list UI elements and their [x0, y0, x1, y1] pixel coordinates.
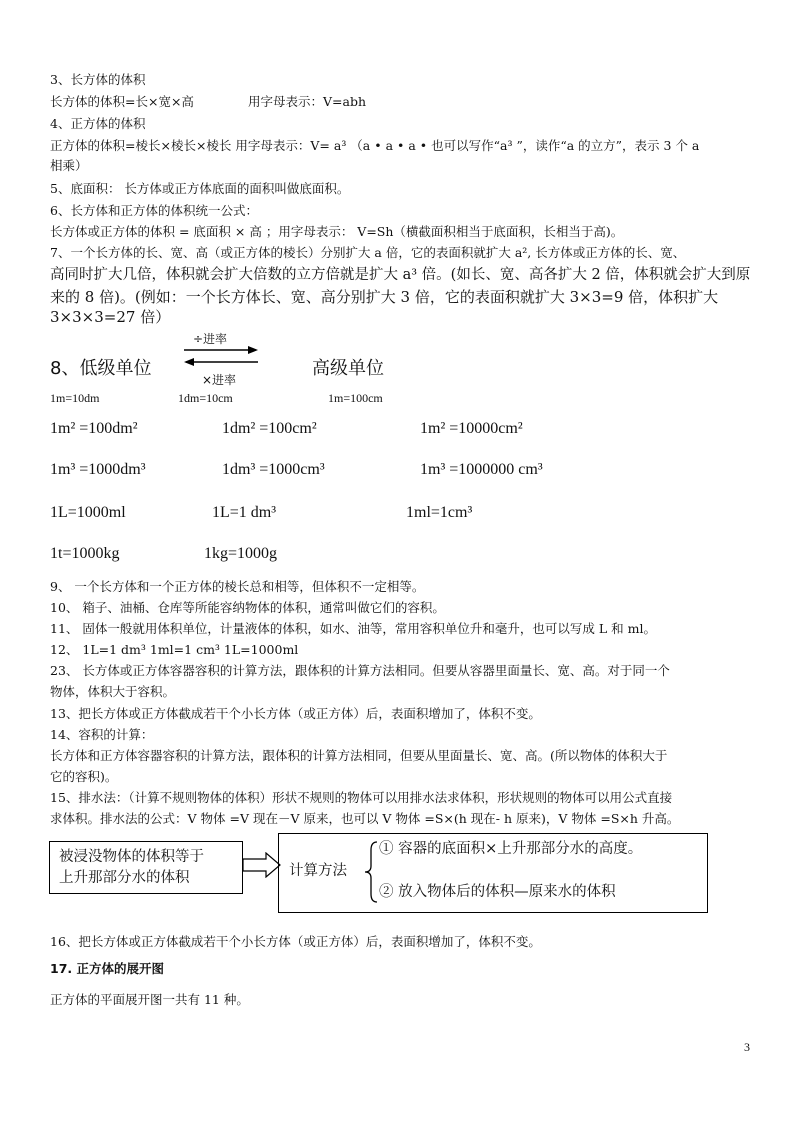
- item-15: 15、排水法：（计算不规则物体的体积）形状不规则的物体可以用排水法求体积，形状规则的物体可以用公式直接: [50, 790, 673, 805]
- scaling-rule-2: 高同时扩大几倍，体积就会扩大倍数的立方倍就是扩大 a³ 倍。(如长、宽、高各扩大 2 倍，体积就会扩大到原: [50, 267, 751, 283]
- unit-small-2: 1dm=10cm: [178, 391, 233, 405]
- diagram-option-2: ② 放入物体后的体积—原来水的体积: [379, 884, 616, 900]
- item-9: 9、 一个长方体和一个正方体的棱长总和相等，但体积不一定相等。: [50, 579, 425, 594]
- diagram-left-line2: 上升那部分水的体积: [59, 870, 190, 886]
- item-14: 14、容积的计算：: [50, 727, 154, 742]
- scaling-rule-3: 来的 8 倍)。(例如：一个长方体长、宽、高分别扩大 3 倍，它的表面积就扩大 3×3=9 倍，体积扩大: [50, 288, 719, 306]
- volume-conv-3: 1m³ =1000000 cm³: [420, 461, 543, 478]
- heading-cuboid-volume: 3、长方体的体积: [50, 72, 146, 87]
- scaling-rule-4: 3×3×3=27 倍）: [50, 308, 171, 326]
- volume-conv-1: 1m³ =1000dm³: [50, 461, 146, 478]
- diagram-option-1: ① 容器的底面积×上升那部分水的高度。: [379, 841, 643, 857]
- area-conv-2: 1dm² =100cm²: [222, 420, 317, 437]
- heading-cube-volume: 4、正方体的体积: [50, 116, 146, 131]
- item-23: 23、 长方体或正方体容器容积的计算方法，跟体积的计算方法相同。但要从容器里面量长、宽、高。对于同一个: [50, 663, 670, 678]
- unified-formula: 长方体或正方体的体积 = 底面积 × 高 ；用字母表示： V=Sh（横截面积相当于底面积，长相当于高)。: [50, 224, 624, 239]
- heading-17: 17. 正方体的展开图: [50, 961, 164, 976]
- liter-conv-1: 1L=1000ml: [50, 504, 126, 521]
- volume-conv-2: 1dm³ =1000cm³: [222, 461, 325, 478]
- item-11: 11、 固体一般就用体积单位，计量液体的体积，如水、油等，常用容积单位升和毫升，也可以写成 L 和 ml。: [50, 621, 656, 636]
- diagram-left-line1: 被浸没物体的体积等于: [59, 849, 204, 865]
- liter-conv-2: 1L=1 dm³: [212, 504, 277, 521]
- mass-conv-2: 1kg=1000g: [204, 545, 278, 562]
- brace-icon: [363, 840, 379, 904]
- base-area-definition: 5、底面积： 长方体或正方体底面的面积叫做底面积。: [50, 181, 350, 196]
- area-conv-3: 1m² =10000cm²: [420, 420, 523, 437]
- unit-small-1: 1m=10dm: [50, 391, 100, 405]
- arrow-bottom-label: ×进率: [202, 373, 237, 387]
- item-15-cont: 求体积。排水法的公式：V 物体 =V 现在－V 原来，也可以 V 物体 =S×(h 现在- h 原来)，V 物体 =S×h 升高。: [50, 811, 680, 826]
- item-17-text: 正方体的平面展开图一共有 11 种。: [50, 992, 249, 1007]
- arrow-top-label: ÷进率: [193, 332, 228, 346]
- item-14-cont: 它的容积)。: [50, 769, 118, 784]
- item-14-body: 长方体和正方体容器容积的计算方法，跟体积的计算方法相同，但要从里面量长、宽、高。(所以物体的体积大于: [50, 748, 668, 763]
- cube-volume-formula-cont: 相乘）: [50, 158, 88, 173]
- diagram-method-box: [278, 833, 708, 913]
- page-number: 3: [744, 1040, 750, 1054]
- liter-conv-3: 1ml=1cm³: [406, 504, 473, 521]
- mass-conv-1: 1t=1000kg: [50, 545, 120, 562]
- scaling-rule-1: 7、一个长方体的长、宽、高（或正方体的棱长）分别扩大 a 倍，它的表面积就扩大 a², 长方体或正方体的长、宽、: [50, 245, 686, 260]
- item-12: 12、 1L=1 dm³ 1ml=1 cm³ 1L=1000ml: [50, 642, 299, 657]
- heading-unified-formula: 6、长方体和正方体的体积统一公式：: [50, 203, 258, 218]
- section8-right-label: 高级单位: [312, 358, 384, 379]
- item-16: 16、把长方体或正方体截成若干个小长方体（或正方体）后，表面积增加了，体积不变。: [50, 934, 541, 949]
- area-conv-1: 1m² =100dm²: [50, 420, 138, 437]
- unit-small-3: 1m=100cm: [328, 391, 383, 405]
- cuboid-volume-letters: 用字母表示：V=abh: [248, 94, 367, 109]
- cube-volume-formula: 正方体的体积=棱长×棱长×棱长 用字母表示：V= a³ （a • a • a • 也可以写作“a³ ”，读作“a 的立方”，表示 3 个 a: [50, 138, 700, 153]
- diagram-arrow-icon: [242, 852, 282, 878]
- section8-title: 8、低级单位: [50, 358, 152, 379]
- conversion-arrows-icon: [182, 345, 260, 369]
- cuboid-volume-formula: 长方体的体积=长×宽×高: [50, 94, 194, 109]
- item-10: 10、 箱子、油桶、仓库等所能容纳物体的体积，通常叫做它们的容积。: [50, 600, 445, 615]
- diagram-left-box: [49, 841, 243, 894]
- diagram-method-label: 计算方法: [289, 863, 347, 879]
- item-13: 13、把长方体或正方体截成若干个小长方体（或正方体）后，表面积增加了，体积不变。: [50, 706, 541, 721]
- item-23-cont: 物体，体积大于容积。: [50, 684, 176, 699]
